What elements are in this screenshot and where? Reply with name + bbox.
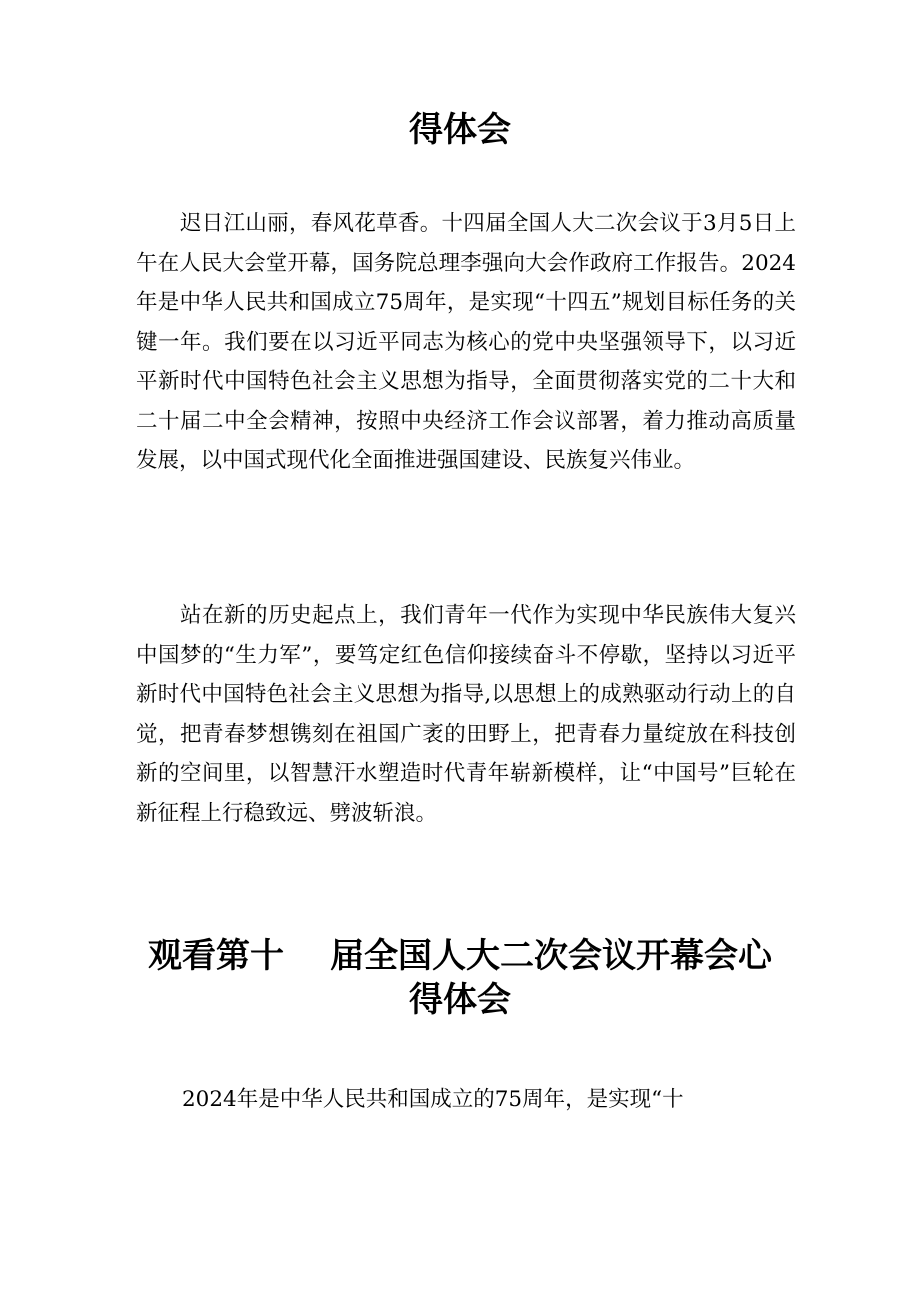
section-two-heading-line-2: 得体会	[409, 980, 511, 1020]
body-paragraph-3: 2024年是中华人民共和国成立的75周年，是实现“十	[182, 1087, 684, 1112]
body-paragraph-1: 迟日江山丽，春风花草香。十四届全国人大二次会议于3月5日上午在人民大会堂开幕，国务院总理李强向大会作政府工作报告。2024年是中华人民共和国成立75周年，是实现“十四五”规划目标任务的关键一年。我们要在以习近平同志为核心的党中央坚强领导下，以习近平新时代中国特色社会主义思想为指导，全面贯彻落实党的二十大和二十届二中全会精神，按照中央经济工作会议部署，着力推动高质量发展，以中国式现代化全面推进强国建设、民族复兴伟业。	[136, 211, 796, 473]
section-two-heading-part-1: 观看第十	[148, 936, 284, 976]
body-paragraph-2: 站在新的历史起点上，我们青年一代作为实现中华民族伟大复兴中国梦的“生力军”，要笃定红色信仰接续奋斗不停歇，坚持以习近平新时代中国特色社会主义思想为指导,以思想上的成熟驱动行动上的自觉，把青春梦想镌刻在祖国广袤的田野上，把青春力量绽放在科技创新的空间里，以智慧汗水塑造时代青年崭新模样，让“中国号”巨轮在新征程上行稳致远、劈波斩浪。	[136, 603, 796, 826]
section-heading-continued: 得体会	[409, 110, 511, 150]
section-two-heading-line-1	[0, 936, 920, 976]
section-two-heading-part-2: 届全国人大二次会议开幕会心	[330, 936, 772, 976]
